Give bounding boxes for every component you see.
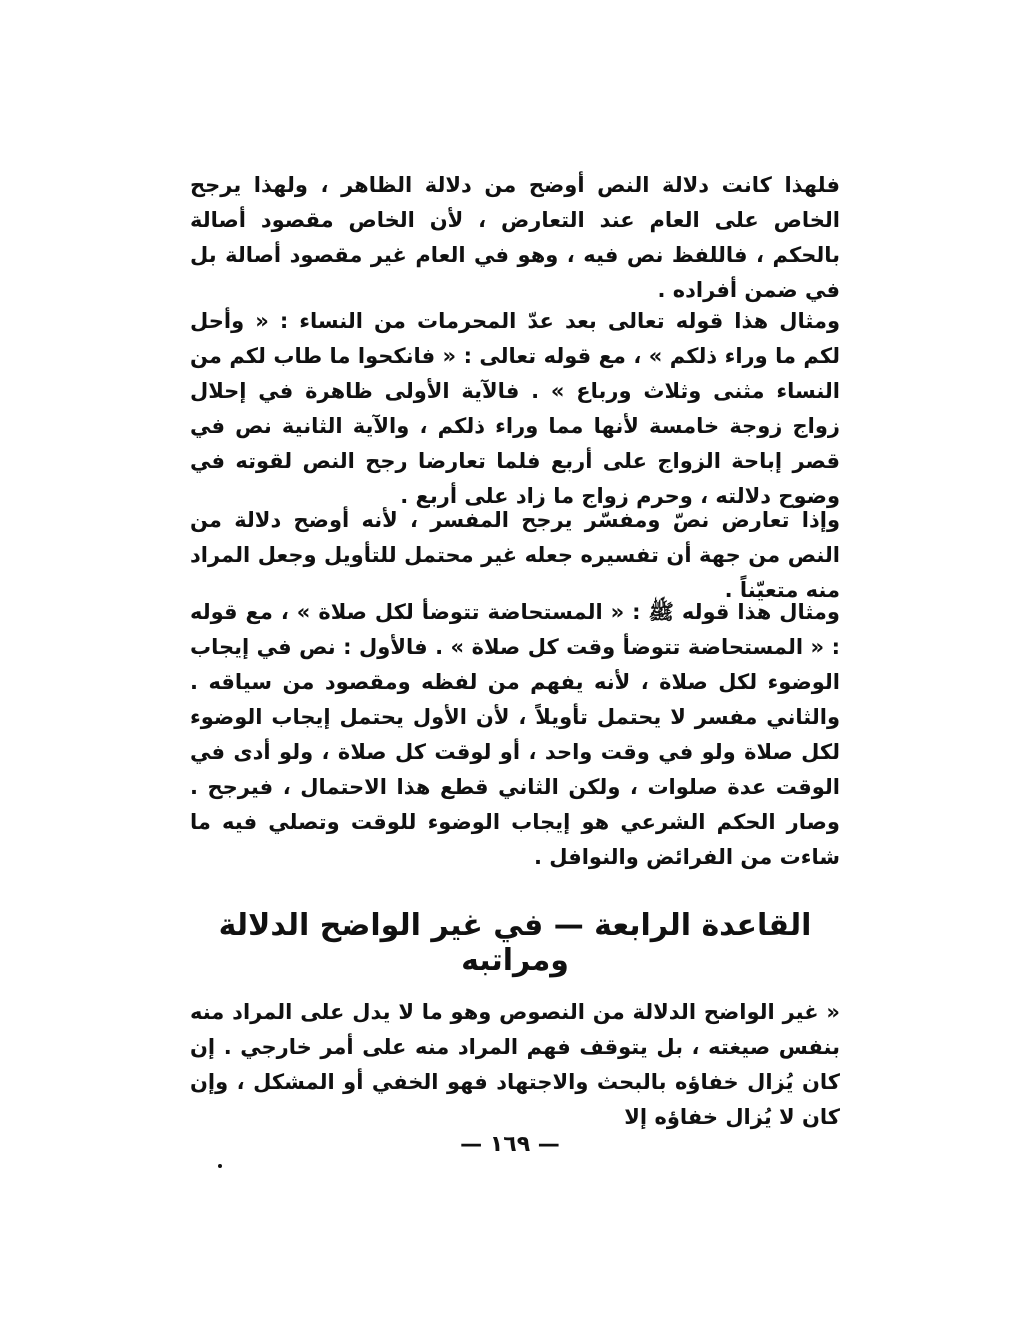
- paragraph-example-marriage-verses: ومثال هذا قوله تعالى بعد عدّ المحرمات من النساء : « وأحل لكم ما وراء ذلكم » ، مع قوله تعالى : « فانكحوا ما طاب لكم من النساء مثنى وثلاث ورباع » . فالآية الأولى ظاهرة في إحلال زواج زوجة خامسة لأنها مما وراء ذلكم ، والآية الثانية نص في قصر إباحة الزواج على أربع فلما تعارضا رجح النص لقوته في وضوح دلالته ، وحرم زواج ما زاد على أربع .: [190, 309, 840, 508]
- section-heading: القاعدة الرابعة — في غير الواضح الدلالة ومراتبه: [218, 908, 812, 978]
- paragraph-text-evidence: فلهذا كانت دلالة النص أوضح من دلالة الظاهر ، ولهذا يرجح الخاص على العام عند التعارض ، لأن الخاص مقصود أصالة بالحكم ، فاللفظ نص فيه ، وهو في العام غير مقصود أصالة بل في ضمن أفراده .: [190, 173, 840, 302]
- page-number: — ١٦٩ —: [460, 1132, 560, 1157]
- paragraph-unclear-meaning: « غير الواضح الدلالة من النصوص وهو ما لا يدل على المراد منه بنفس صيغته ، بل يتوقف فهم المراد منه على أمر خارجي . إن كان يُزال خفاؤه بالبحث والاجتهاد فهو الخفي أو المشكل ، وإن كان لا يُزال خفاؤه إلا: [190, 1000, 840, 1129]
- paragraph-explained-vs-text: وإذا تعارض نصّ ومفسّر يرجح المفسر ، لأنه أوضح دلالة من النص من جهة أن تفسيره جعله غير محتمل للتأويل وجعل المراد منه متعيّناً .: [190, 508, 840, 602]
- paragraph-example-ablution-hadith: ومثال هذا قوله ﷺ : « المستحاضة تتوضأ لكل صلاة » ، مع قوله : « المستحاضة تتوضأ وقت كل صلاة » . فالأول : نص في إيجاب الوضوء لكل صلاة ، لأنه يفهم من لفظه ومقصود من سياقه . والثاني مفسر لا يحتمل تأويلاً ، لأن الأول يحتمل إيجاب الوضوء لكل صلاة ولو في وقت واحد ، أو لوقت كل صلاة ، ولو أدى في الوقت عدة صلوات ، ولكن الثاني قطع هذا الاحتمال ، فيرجح . وصار الحكم الشرعي هو إيجاب الوضوء للوقت وتصلي فيه ما شاءت من الفرائض والنوافل .: [190, 600, 840, 869]
- print-speck: [218, 1164, 222, 1168]
